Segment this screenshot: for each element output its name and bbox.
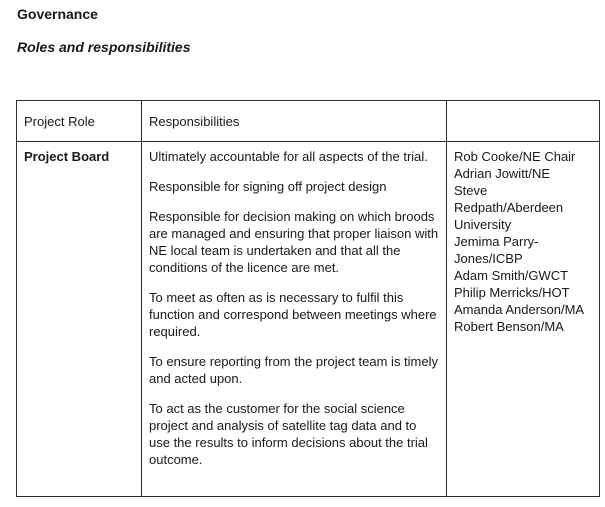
member-name: Steve Redpath/Aberdeen University [454,183,564,232]
member-name: Jemima Parry-Jones/ICBP [454,234,539,266]
responsibility-item: To act as the customer for the social science project and analysis of satellite tag data and to use the results to inform decisions about the trial outcome. [149,401,428,467]
member-name: Philip Merricks/HOT [454,285,570,300]
member-name: Rob Cooke/NE Chair [454,149,576,164]
member-name: Adam Smith/GWCT [454,268,569,283]
section-heading: Governance [17,6,98,22]
table-row [17,142,600,497]
member-name: Amanda Anderson/MA [454,302,585,317]
responsibility-item: Responsible for decision making on which broods are managed and ensuring that proper liaison with NE local team is undertaken and that all the conditions of the licence are met. [149,209,439,275]
responsibility-item: Ultimately accountable for all aspects of the trial. [149,149,428,164]
member-name: Robert Benson/MA [454,319,564,334]
members-cell [447,142,600,497]
roles-table [16,100,600,497]
responsibility-item: To meet as often as is necessary to fulfil this function and correspond between meetings where required. [149,290,437,339]
header-responsibilities: Responsibilities [142,101,447,142]
subsection-heading: Roles and responsibilities [17,39,191,55]
table-header-row [17,101,600,142]
header-project-role: Project Role [17,101,142,142]
member-name: Adrian Jowitt/NE [454,166,551,181]
header-members [447,101,600,142]
role-cell: Project Board [17,142,142,497]
responsibility-item: Responsible for signing off project design [149,179,387,194]
responsibilities-cell [142,142,447,497]
responsibility-item: To ensure reporting from the project team is timely and acted upon. [149,354,439,386]
